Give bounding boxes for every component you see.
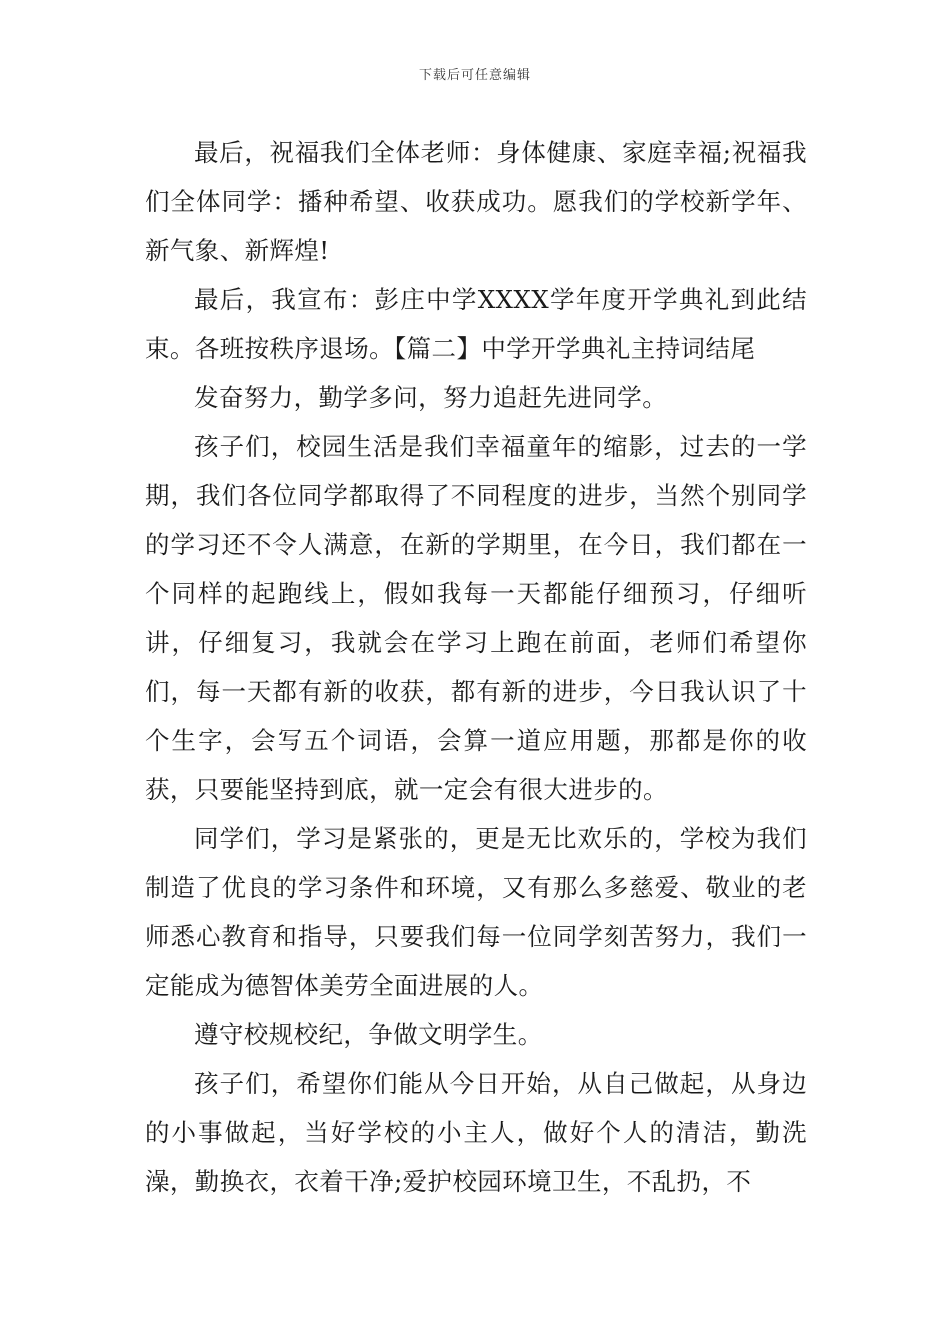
paragraph-blessing: 最后，祝福我们全体老师：身体健康、家庭幸福;祝福我们全体同学：播种希望、收获成功。愿我们的学校新学年、新气象、新辉煌! <box>145 138 807 265</box>
document-body <box>145 128 807 1206</box>
paragraph-school-rules: 遵守校规校纪，争做文明学生。 <box>194 1020 543 1049</box>
paragraph-closing-announcement: 最后，我宣布：彭庄中学XXXX学年度开学典礼到此结束。各班按秩序退场。【篇二】中学开学典礼主持词结尾 <box>145 285 807 363</box>
paragraph-campus-life: 孩子们，校园生活是我们幸福童年的缩影，过去的一学期，我们各位同学都取得了不同程度的进步，当然个别同学的学习还不令人满意，在新的学期里，在今日，我们都在一个同样的起跑线上，假如我每一天都能仔细预习，仔细听讲，仔细复习，我就会在学习上跑在前面，老师们希望你们，每一天都有新的收获，都有新的进步，今日我认识了十个生字，会写五个词语，会算一道应用题，那都是你的收获，只要能坚持到底，就一定会有很大进步的。 <box>145 432 807 804</box>
page-header: 下载后可任意编辑 <box>418 68 531 83</box>
paragraph-study-hard: 发奋努力，勤学多问，努力追赶先进同学。 <box>194 383 668 412</box>
paragraph-start-today: 孩子们，希望你们能从今日开始，从自己做起，从身边的小事做起，当好学校的小主人，做好个人的清洁，勤洗澡，勤换衣，衣着干净;爱护校园环境卫生，不乱扔，不 <box>145 1069 807 1196</box>
paragraph-learning-joy: 同学们，学习是紧张的，更是无比欢乐的，学校为我们制造了优良的学习条件和环境，又有那么多慈爱、敬业的老师悉心教育和指导，只要我们每一位同学刻苦努力，我们一定能成为德智体美劳全面进展的人。 <box>145 824 807 1000</box>
